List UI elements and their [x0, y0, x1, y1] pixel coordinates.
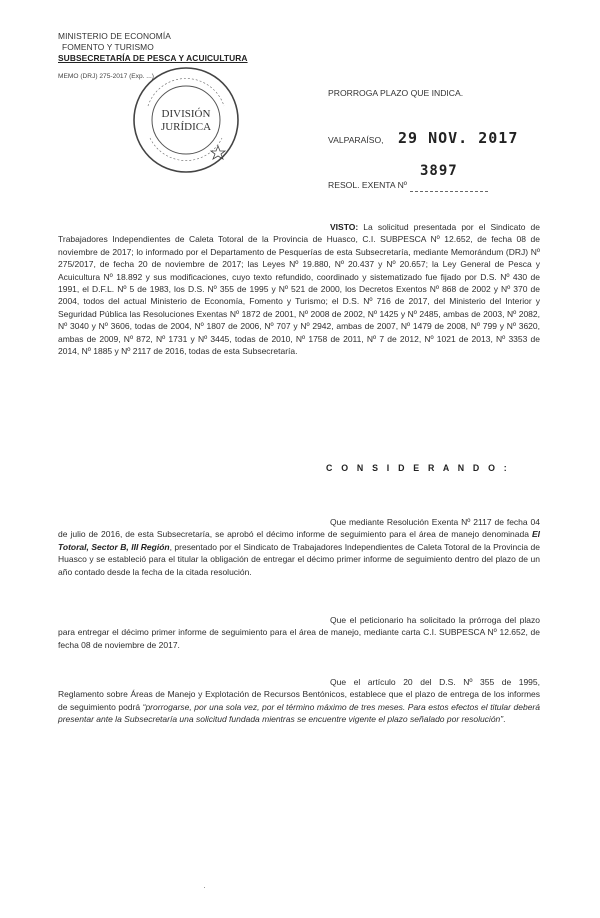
resolution-label: RESOL. EXENTA Nº — [328, 180, 407, 190]
p3-text-b: . — [503, 714, 506, 725]
footer-mark: · — [203, 882, 206, 892]
visto-paragraph — [58, 221, 540, 357]
memo-reference: MEMO (DRJ) 275-2017 (Exp. ...) — [58, 73, 154, 80]
document-title: PRORROGA PLAZO QUE INDICA. — [328, 88, 464, 98]
p1-text-b: , presentado por el Sindicato de Trabajadores Independientes de Caleta Totoral de la Provincia de Huasco y se estableció para el titular la obligación de entregar el décimo primer informe de seguimiento dentro del plazo de un año contado desde la fecha de la citada resolución. — [58, 541, 540, 577]
considerando-heading: C O N S I D E R A N D O : — [326, 463, 510, 473]
resolution-number-line — [410, 178, 488, 192]
considerando-paragraph-3 — [58, 676, 540, 726]
p3-quote: “prorrogarse, por una sola vez, por el término máximo de tres meses. Para estos efectos el titular deberá presentar ante la Subsecretaría una solicitud fundada mientras se encuentre vigente el plazo señalado por resolución” — [58, 701, 540, 725]
stamp-text-1: DIVISIÓN — [161, 108, 211, 120]
place-label: VALPARAÍSO, — [328, 135, 384, 145]
ministry-subname: FOMENTO Y TURISMO — [62, 42, 154, 52]
division-juridica-stamp — [128, 62, 244, 178]
considerando-paragraph-1 — [58, 516, 540, 578]
p1-area-name: El Totoral, Sector B, III Región — [58, 529, 540, 552]
document-date: 29 NOV. 2017 — [398, 129, 519, 147]
subsecretaria-name: SUBSECRETARÍA DE PESCA Y ACUICULTURA — [58, 53, 248, 63]
p1-text-a: Que mediante Resolución Exenta Nº 2117 de fecha 04 de julio de 2016, de esta Subsecretaría, se aprobó el décimo informe de seguimiento para el área de manejo denominada — [58, 517, 540, 540]
p3-text-a: Que el artículo 20 del D.S. Nº 355 de 1995, Reglamento sobre Áreas de Manejo y Explotación de Recursos Bentónicos, establece que el plazo de entrega de los informes de seguimiento podrá — [58, 677, 540, 712]
resolution-number: 3897 — [420, 163, 458, 179]
visto-label: VISTO: — [330, 222, 359, 232]
visto-text: La solicitud presentada por el Sindicato de Trabajadores Independientes de Caleta Totoral de la Provincia de Huasco, C.I. SUBPESCA Nº 12.652, de fecha 08 de noviembre de 2017; lo informado por el Departamento de Pesquerías de esta Subsecretaría, mediante Memorándum (DRJ) Nº 275/2017, de fecha 20 de noviembre de 2017; las Leyes Nº 19.880, Nº 20.437 y Nº 20.657; la Ley General de Pesca y Acuicultura Nº 18.892 y sus modificaciones, cuyo texto refundido, coordinado y sistematizado fue fijado por D.S. Nº 430 de 1991, el D.F.L. Nº 5 de 1983, los D.S. Nº 355 de 1995 y Nº 521 de 2000, los Decretos Exentos Nº 868 de 2002 y Nº 370 de 2004, todos del actual Ministerio de Economía, Fomento y Turismo; el D.S. Nº 716 de 2017, del Ministerio del Interior y Seguridad Pública las Resoluciones Exentas Nº 1872 de 2001, Nº 2008 de 2002, Nº 1425 y Nº 2485, ambas de 2003, Nº 2082, Nº 3040 y Nº 3606, todas de 2004, Nº 1807 de 2006, Nº 707 y Nº 2942, ambas de 2007, Nº 1479 de 2008, Nº 799 y Nº 3620, ambas de 2009, Nº 872, Nº 1731 y Nº 3445, todas de 2010, Nº 1758 de 2011, Nº 7 de 2012, Nº 1021 de 2013, Nº 3353 de 2014, Nº 1885 y Nº 2117 de 2016, todas de esta Subsecretaría. — [58, 222, 540, 357]
ministry-name: MINISTERIO DE ECONOMÍA — [58, 31, 171, 41]
considerando-paragraph-2: Que el peticionario ha solicitado la prórroga del plazo para entregar el décimo primer informe de seguimiento para el área de manejo, mediante carta C.I. SUBPESCA Nº 12.652, de fecha 08 de noviembre de 2017. — [58, 615, 540, 650]
stamp-text-2: JURÍDICA — [160, 121, 212, 133]
